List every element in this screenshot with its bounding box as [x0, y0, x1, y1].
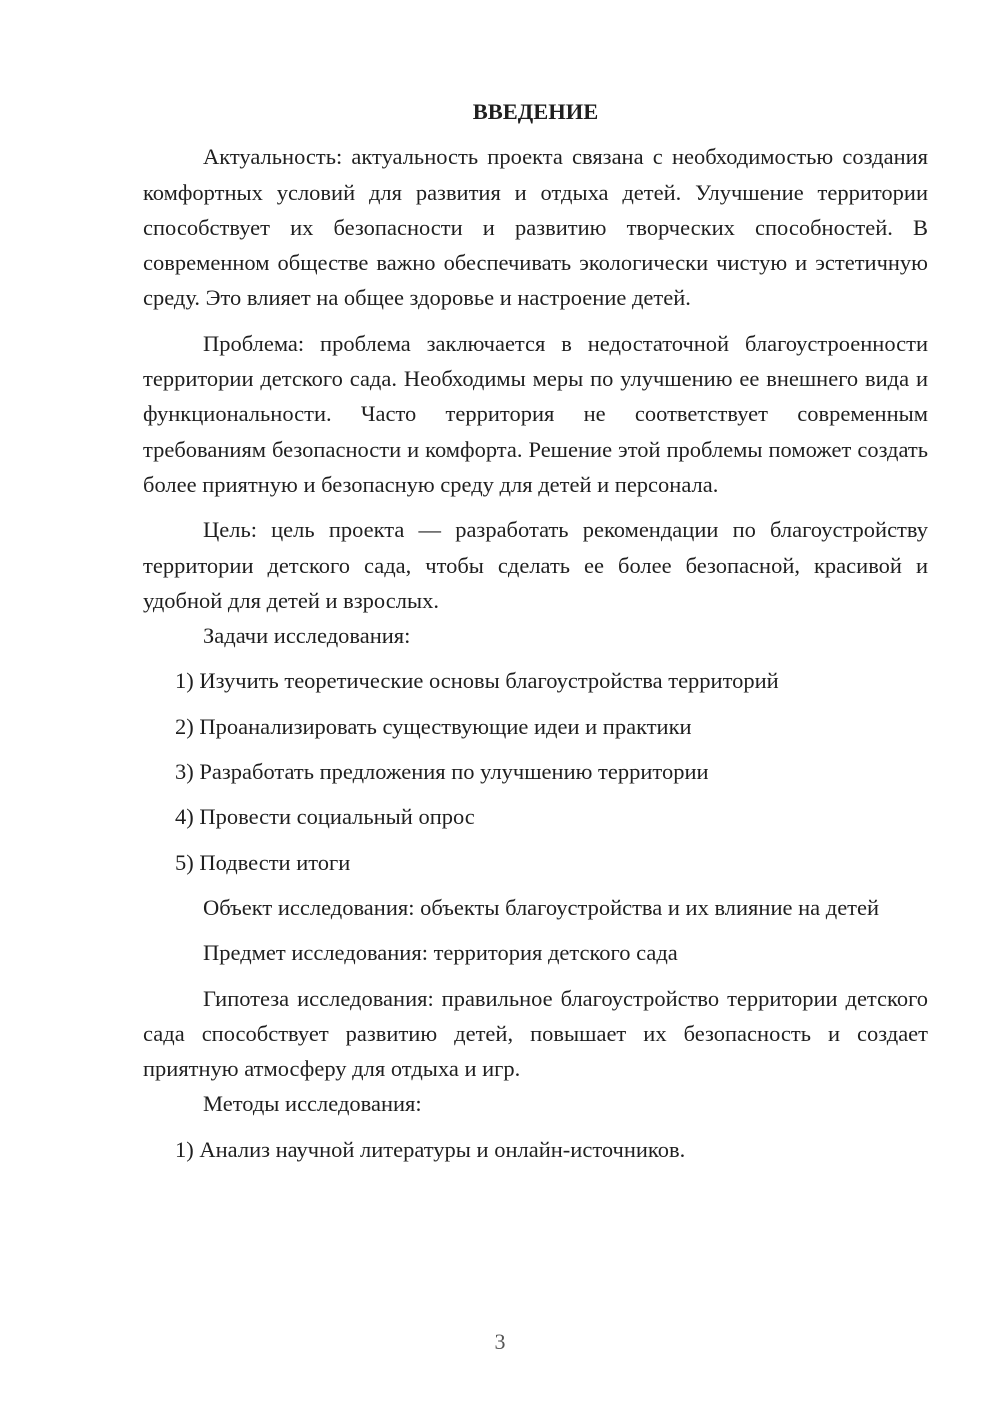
- tasks-heading: Задачи исследования:: [203, 623, 411, 649]
- task-item: 4) Провести социальный опрос: [175, 804, 475, 830]
- document-body: [143, 94, 928, 1167]
- problem-paragraph: Проблема: проблема заключается в недостаточной благоустроенности территории детского сада. Необходимы меры по улучшению ее внешнего вида и функциональности. Часто территория не соответствует современным требованиям безопасности и комфорта. Решение этой проблемы поможет создать более приятную и безопасную среду для детей и персонала.: [143, 330, 928, 497]
- methods-heading: Методы исследования:: [203, 1091, 422, 1117]
- task-item: 5) Подвести итоги: [175, 849, 351, 875]
- task-item: 1) Изучить теоретические основы благоустройства территорий: [175, 668, 779, 694]
- task-item: 2) Проанализировать существующие идеи и практики: [175, 713, 692, 739]
- hypothesis-paragraph: Гипотеза исследования: правильное благоустройство территории детского сада способствует развитию детей, повышает их безопасность и создает приятную атмосферу для отдыха и игр.: [143, 985, 928, 1082]
- methods-list: [143, 1132, 928, 1167]
- method-item: 1) Анализ научной литературы и онлайн-источников.: [175, 1136, 686, 1162]
- document-title: ВВЕДЕНИЕ: [472, 99, 599, 124]
- page-number: 3: [494, 1329, 506, 1354]
- relevance-paragraph: Актуальность: актуальность проекта связана с необходимостью создания комфортных условий для развития и отдыха детей. Улучшение территории способствует их безопасности и развитию творческих способностей. В современном обществе важно обеспечивать экологически чистую и эстетичную среду. Это влияет на общее здоровье и настроение детей.: [143, 144, 928, 311]
- object-paragraph: Объект исследования: объекты благоустройства и их влияние на детей: [203, 894, 880, 920]
- goal-paragraph: Цель: цель проекта — разработать рекомендации по благоустройству территории детского сада, чтобы сделать ее более безопасной, красивой и удобной для детей и взрослых.: [143, 517, 928, 613]
- task-item: 3) Разработать предложения по улучшению территории: [175, 759, 709, 785]
- tasks-list: [143, 663, 928, 879]
- subject-paragraph: Предмет исследования: территория детского сада: [203, 940, 678, 966]
